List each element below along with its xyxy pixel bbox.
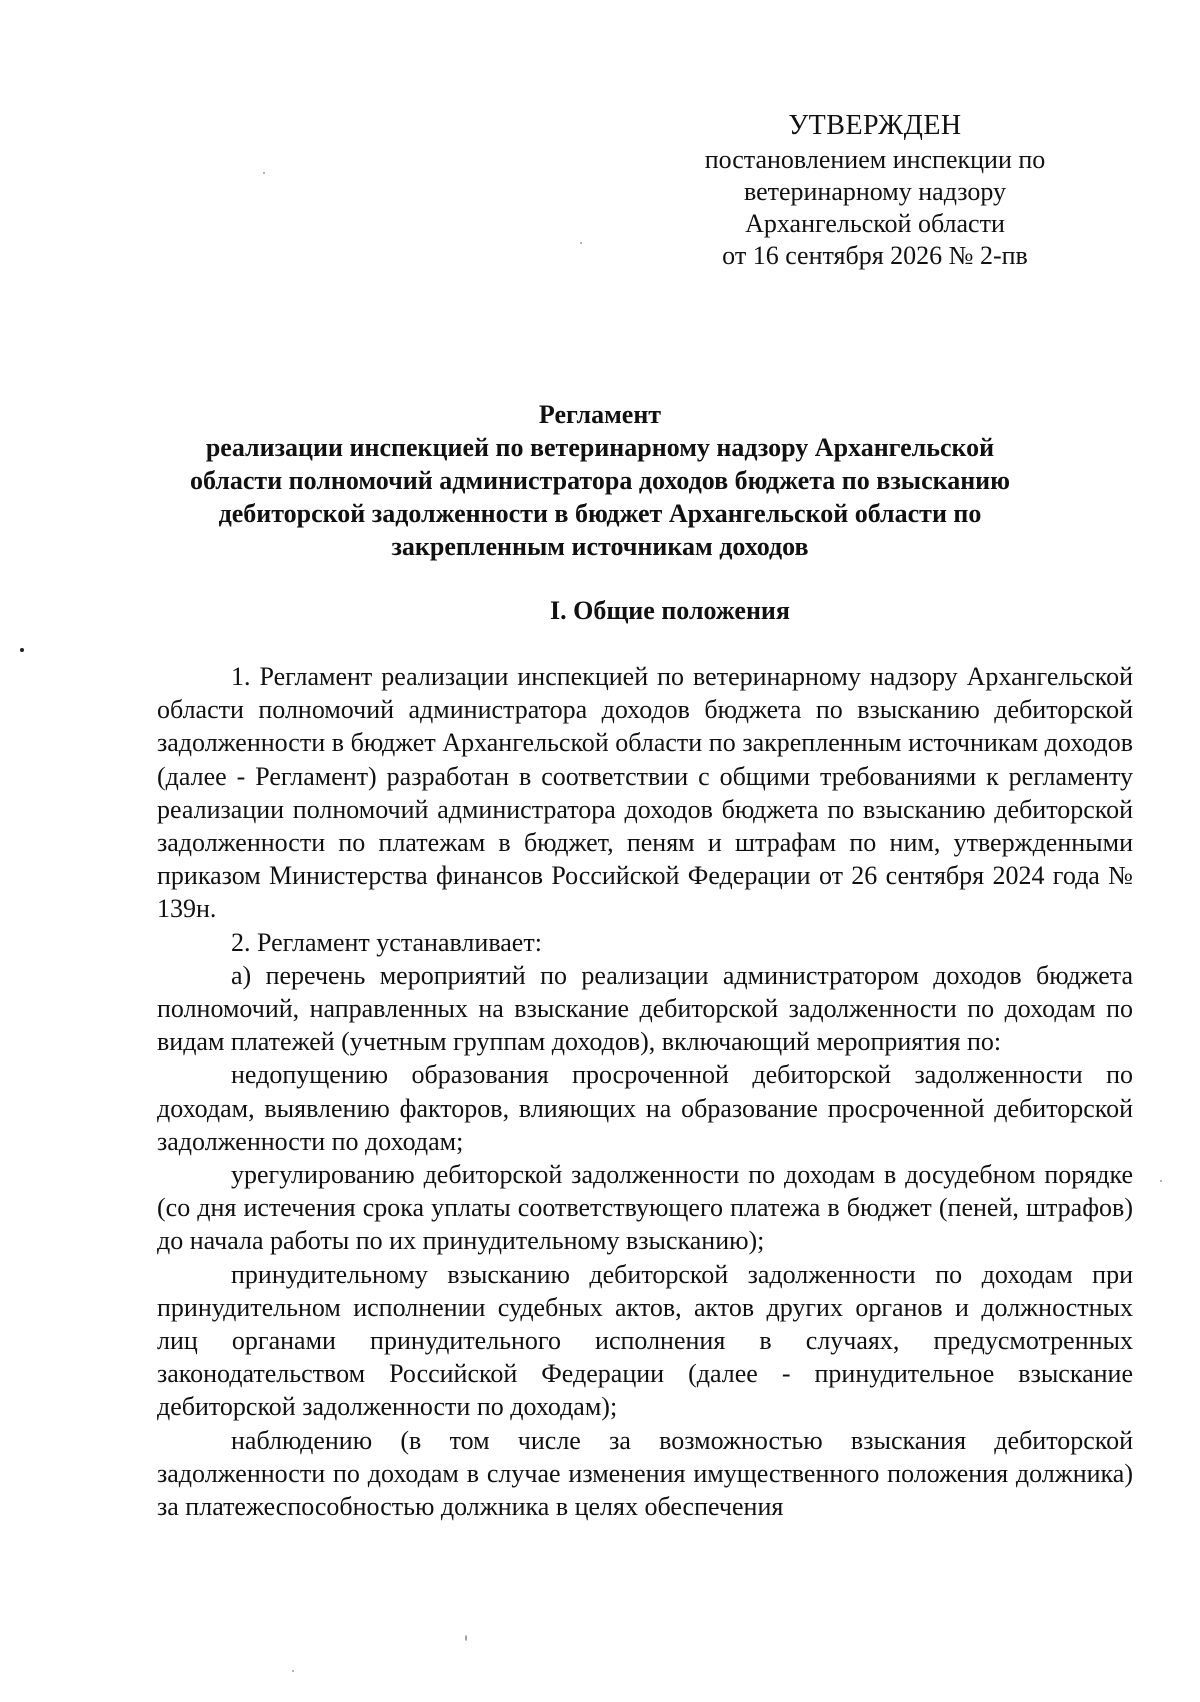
- paragraph: 2. Регламент устанавливает:: [231, 927, 542, 957]
- scan-speck: [465, 1635, 467, 1641]
- approval-line: ветеринарному надзору: [743, 177, 1007, 206]
- title-line: области полномочий администратора доходов бюджета по взысканию: [189, 466, 1011, 495]
- title-line: закрепленным источникам доходов: [391, 532, 809, 561]
- paragraph: урегулированию дебиторской задолженности по доходам в досудебном порядке (со дня истечения срока уплаты соответствующего платежа в бюджет (пеней, штрафов) до начала работы по их принудительному взысканию);: [157, 1160, 1133, 1256]
- approval-block: [665, 110, 1085, 272]
- title-line: реализации инспекцией по ветеринарному надзору Архангельской: [205, 433, 995, 462]
- document-title: [150, 398, 1050, 563]
- scan-speck: [580, 242, 582, 244]
- approval-heading: УТВЕРЖДЕН: [788, 110, 962, 141]
- approval-line: Архангельской области: [745, 209, 1005, 238]
- scan-speck: [292, 1670, 294, 1672]
- approval-date-number: от 16 сентября 2026 № 2-пв: [722, 241, 1028, 270]
- title-line: дебиторской задолженности в бюджет Архангельской области по: [218, 499, 982, 528]
- scan-speck: [20, 648, 24, 652]
- paragraph: а) перечень мероприятий по реализации администратором доходов бюджета полномочий, направленных на взыскание дебиторской задолженности по доходам по видам платежей (учетным группам доходов), включающий мероприятия по:: [157, 960, 1133, 1057]
- section-heading: I. Общие положения: [550, 596, 790, 625]
- approval-line: постановлением инспекции по: [704, 145, 1046, 174]
- scan-speck: [1160, 1180, 1162, 1182]
- scan-speck: [263, 172, 265, 174]
- paragraph: принудительному взысканию дебиторской задолженности по доходам при принудительном исполнении судебных актов, актов других органов и должностных лиц органами принудительного исполнения в случаях, предусмотренных законодательством Российской Федерации (далее - принудительное взыскание дебиторской задолженности по доходам);: [157, 1259, 1133, 1422]
- paragraph: недопущению образования просроченной дебиторской задолженности по доходам, выявлению факторов, влияющих на образование просроченной дебиторской задолженности по доходам;: [157, 1060, 1133, 1156]
- paragraph: 1. Регламент реализации инспекцией по ветеринарному надзору Архангельской области полномочий администратора доходов бюджета по взысканию дебиторской задолженности в бюджет Архангельской области по закрепленным источникам доходов (далее - Регламент) разработан в соответствии с общими требованиями к регламенту реализации полномочий администратора доходов бюджета по взысканию дебиторской задолженности по платежам в бюджет, пеням и штрафам по ним, утвержденными приказом Министерства финансов Российской Федерации от 26 сентября 2024 года № 139н.: [157, 662, 1133, 924]
- document-body: [157, 660, 1133, 1523]
- title-line: Регламент: [538, 400, 662, 429]
- paragraph: наблюдению (в том числе за возможностью взыскания дебиторской задолженности по доходам в случае изменения имущественного положения должника) за платежеспособностью должника в целях обеспечения: [157, 1425, 1133, 1522]
